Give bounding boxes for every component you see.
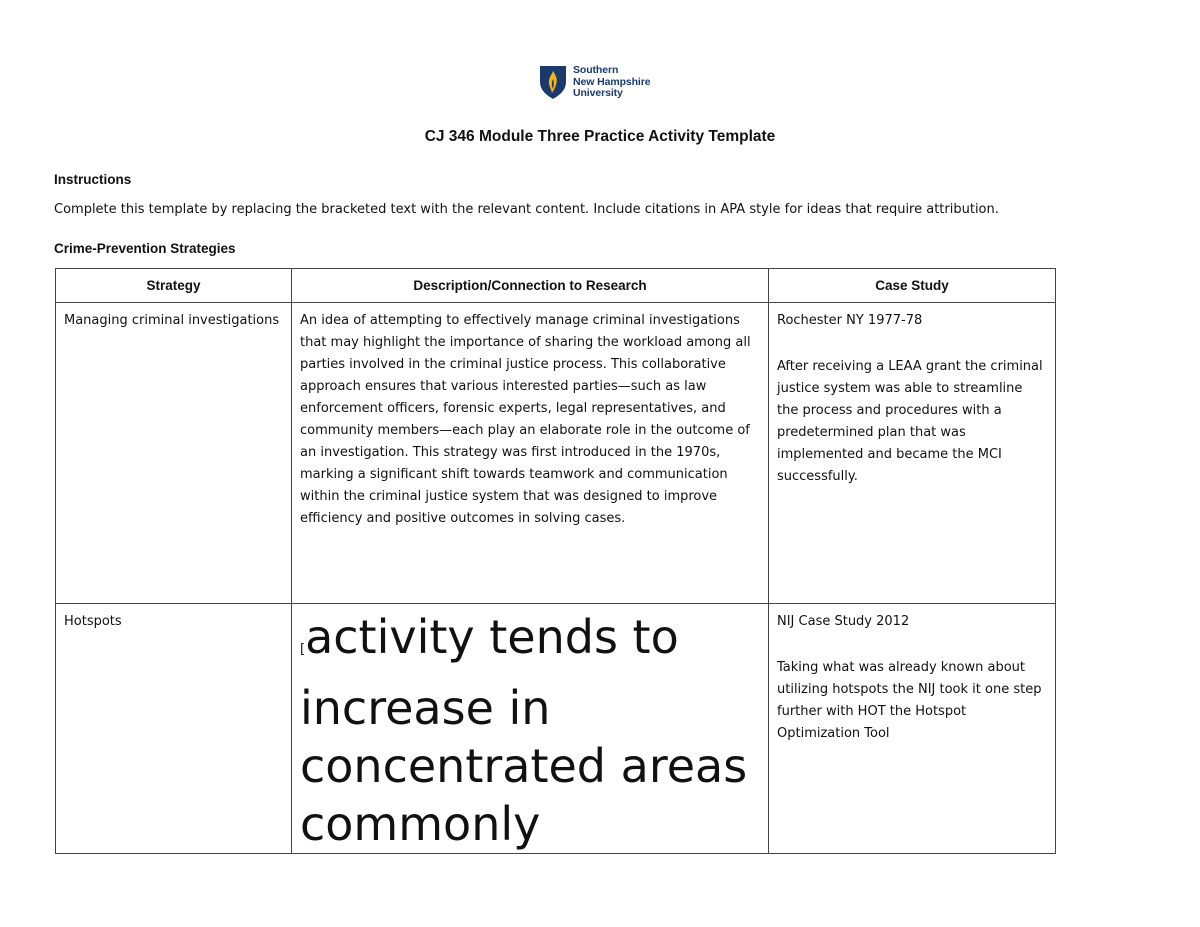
strategy-cell[interactable] — [56, 604, 292, 854]
column-header-description: Description/Connection to Research — [292, 269, 769, 303]
bracket-mark: [ — [300, 642, 306, 657]
logo-line: Southern — [573, 64, 619, 76]
column-header-case-study: Case Study — [769, 269, 1056, 303]
case-study-text: Taking what was already known about utilizing hotspots the NIJ took it one step further with HOT the Hotspot Optimization Tool — [777, 660, 1042, 741]
document-title: CJ 346 Module Three Practice Activity Template — [424, 128, 776, 145]
shield-icon — [538, 64, 568, 100]
instructions-heading: Instructions — [54, 172, 132, 187]
table-header-row — [56, 269, 1056, 303]
description-text-large — [292, 608, 768, 853]
instructions-text: Complete this template by replacing the bracketed text with the relevant content. Include citations in APA style for ideas that require attribution. — [54, 202, 999, 217]
description-cell[interactable] — [292, 604, 769, 854]
strategies-table — [55, 268, 1056, 854]
description-text: activity tends to increase in concentrated areas commonly — [300, 610, 748, 851]
strategy-text: Hotspots — [64, 614, 122, 629]
column-header-strategy: Strategy — [56, 269, 292, 303]
strategy-text: Managing criminal investigations — [64, 313, 280, 328]
section-heading: Crime-Prevention Strategies — [54, 241, 236, 256]
case-study-title: Rochester NY 1977-78 — [777, 313, 923, 328]
description-text: An idea of attempting to effectively manage criminal investigations that may highlight the importance of sharing the workload among all parties involved in the criminal justice process. This collaborative approach ensures that various interested parties—such as law enforcement officers, forensic experts, legal representatives, and community members—each play an elaborate role in the outcome of an investigation. This strategy was first introduced in the 1970s, marking a significant shift towards teamwork and communication within the criminal justice system that was designed to improve efficiency and positive outcomes in solving cases. — [300, 313, 751, 526]
case-study-text: After receiving a LEAA grant the criminal justice system was able to streamline the process and procedures with a predetermined plan that was implemented and became the MCI successfully. — [777, 359, 1043, 484]
logo-line: New Hampshire — [573, 75, 651, 88]
table-row — [56, 604, 1056, 854]
snhu-logo — [538, 64, 668, 104]
strategy-cell[interactable] — [56, 303, 292, 604]
description-cell[interactable] — [292, 303, 769, 604]
case-study-cell[interactable] — [769, 604, 1056, 854]
case-study-cell[interactable] — [769, 303, 1056, 604]
logo-wordmark — [573, 65, 650, 100]
table-row — [56, 303, 1056, 604]
case-study-title: NIJ Case Study 2012 — [777, 614, 910, 629]
logo-line: University — [573, 87, 623, 99]
